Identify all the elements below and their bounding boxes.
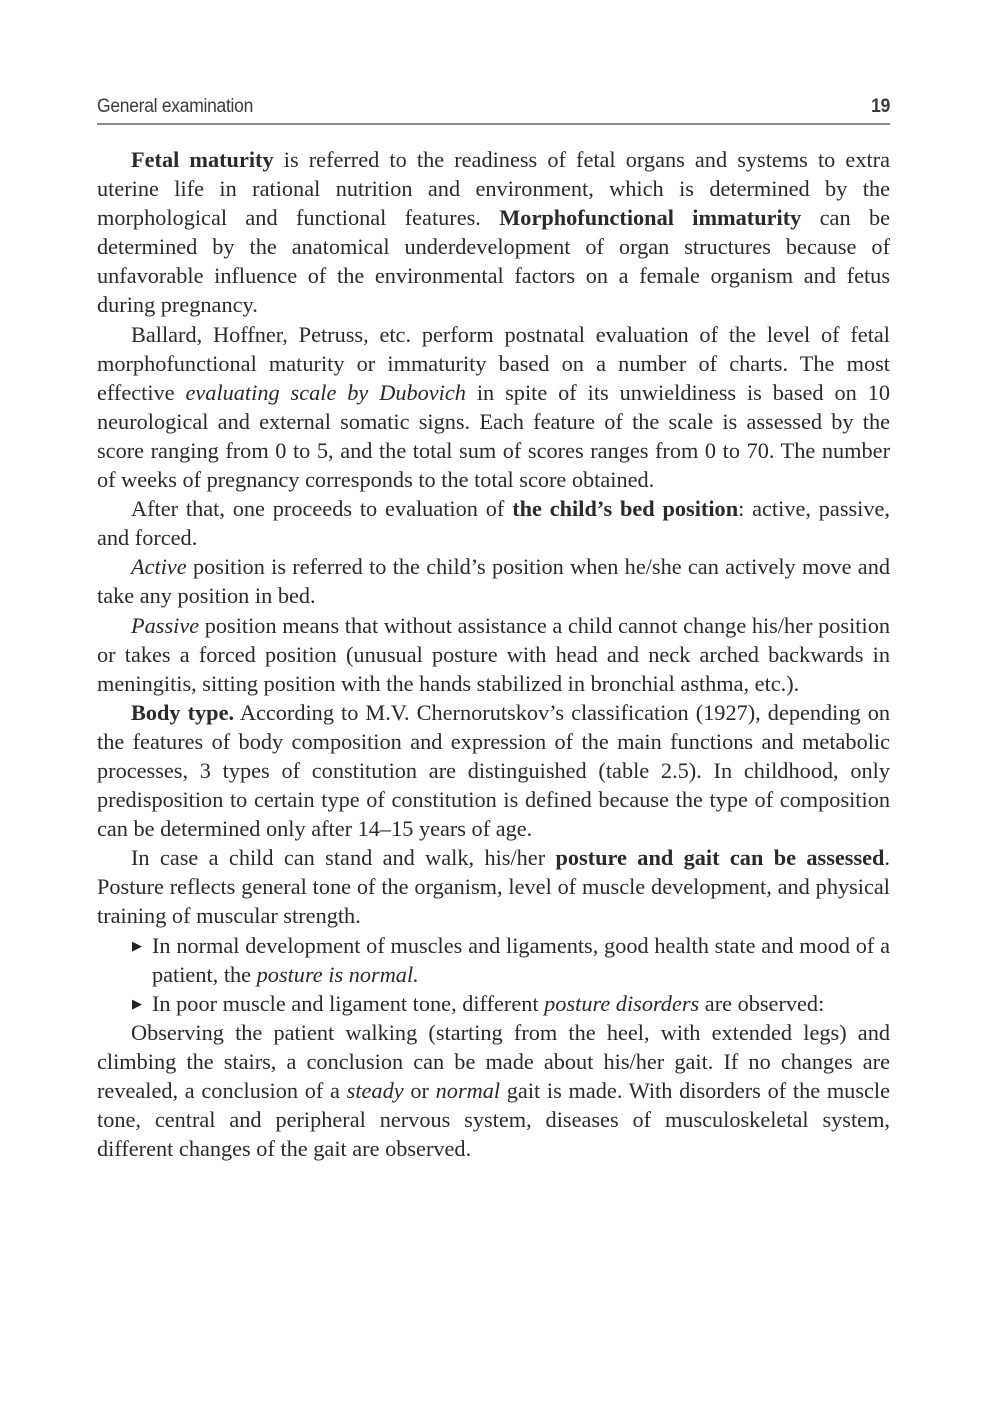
paragraph-active-position: Active position is referred to the child’s position when he/she can actively move and take any position in bed.: [97, 554, 890, 609]
term-steady: steady: [346, 1078, 404, 1103]
paragraph-bed-position: After that, one proceeds to evaluation of the child’s bed position: active, passive, and forced.: [97, 496, 890, 551]
paragraph-fetal-maturity: Fetal maturity is referred to the readiness of fetal organs and systems to extra uterine life in rational nutrition and environment, which is determined by the morphological and functional features. Morphofunctional immaturity can be determined by the anatomical underdevelopment of organ structures because of unfavorable influence of the environmental factors on a female organism and fetus during pregnancy.: [97, 147, 891, 318]
bullet-item: ▶ In poor muscle and ligament tone, different posture disorders are observed:: [97, 989, 890, 1018]
paragraph-passive-position: Passive position means that without assistance a child cannot change his/her position or takes a forced position (unusual posture with head and neck arched backwards in meningitis, sitting position with the hands stabilized in bronchial asthma, etc.).: [97, 612, 890, 696]
section-title: General examination: [97, 96, 254, 117]
term-body-type: Body type.: [131, 699, 235, 725]
paragraph-gait-observation: Observing the patient walking (starting from the heel, with extended legs) and climbing the stairs, a conclusion can be made about his/her gait. If no changes are revealed, a conclusion of a steady or normal gait is made. With disorders of the muscle tone, central and peripheral nervous system, diseases of musculoskeletal system, different changes of the gait are observed.: [97, 1019, 890, 1162]
triangle-bullet-icon: ▶: [132, 937, 142, 953]
body-text: [97, 145, 890, 1163]
triangle-bullet-icon: ▶: [132, 995, 142, 1011]
term-morphofunctional-immaturity: Morphofunctional immaturity: [499, 205, 802, 231]
bullet-item: ▶ In normal development of muscles and ligaments, good health state and mood of a patient, the posture is normal.: [132, 932, 890, 987]
term-fetal-maturity: Fetal maturity: [131, 147, 274, 172]
posture-bullet-list: [97, 931, 890, 1018]
term-posture-gait: posture and gait can be assessed: [555, 845, 885, 871]
term-active: Active: [131, 554, 187, 580]
term-bed-position: the child’s bed position: [512, 496, 739, 522]
term-normal: normal: [435, 1078, 501, 1103]
page-number: 19: [871, 96, 891, 117]
paragraph-body-type: Body type. According to M.V. Chernorutskov’s classification (1927), depending on the features of body composition and expression of the main functions and metabolic processes, 3 types of constitution are distinguished (table 2.5). In childhood, only predisposition to certain type of constitution is defined because the type of composition can be determined only after 14–15 years of age.: [97, 699, 891, 842]
running-header: [97, 96, 890, 125]
paragraph-dubovich-scale: Ballard, Hoffner, Petruss, etc. perform postnatal evaluation of the level of fetal morphofunctional maturity or immaturity based on a number of charts. The most effective evaluating scale by Dubovich in spite of its unwieldiness is based on 10 neurological and external somatic signs. Each feature of the scale is assessed by the score ranging from 0 to 5, and the total sum of scores ranges from 0 to 70. The number of weeks of pregnancy corresponds to the total score obtained.: [97, 321, 890, 493]
book-page: [97, 96, 890, 1163]
paragraph-posture-gait: In case a child can stand and walk, his/her posture and gait can be assessed. Posture reflects general tone of the organism, level of muscle development, and physical training of muscular strength.: [97, 845, 890, 929]
term-dubovich-scale: evaluating scale by Dubovich: [185, 379, 466, 405]
term-passive: Passive: [131, 612, 200, 638]
